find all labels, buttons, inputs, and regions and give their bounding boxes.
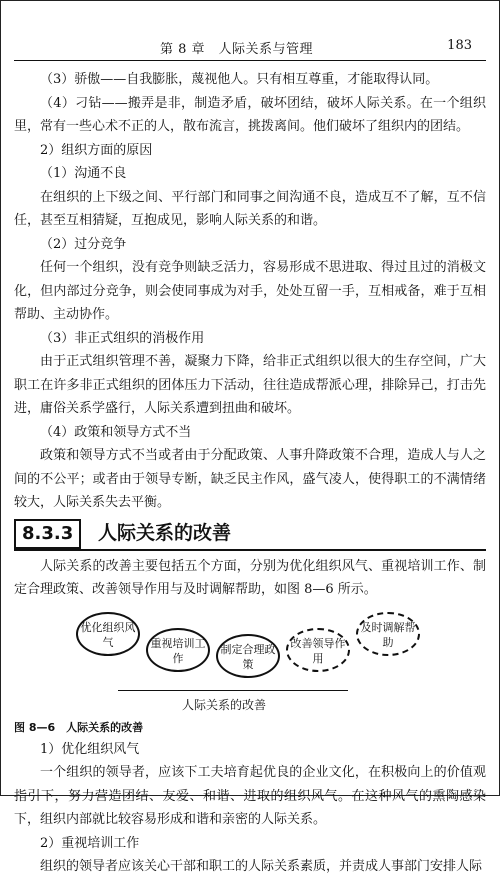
paragraph: 2）组织方面的原因 <box>40 142 153 158</box>
figure-node: 及时调解帮助 <box>356 612 420 656</box>
paragraph: 由于正式组织管理不善，凝聚力下降，给非正式组织以很大的生存空间，广大职工在许多非正式组织的团体压力下活动，往往造成帮派心理，排除异己，打击先进，庸俗关系学盛行，人际关系遭到扭曲和破坏。 <box>14 354 486 416</box>
paragraph: （4）政策和领导方式不当 <box>40 424 192 440</box>
paragraph: （3）骄傲——自我膨胀，蔑视他人。只有相互尊重，才能取得认同。 <box>40 72 439 87</box>
figure-node: 优化组织风气 <box>76 612 140 656</box>
paragraph: （4）刁钻——搬弄是非，制造矛盾，破坏团结，破坏人际关系。在一个组织里，常有一些心术不正的人，散布流言，挑拨离间。他们破坏了组织内的团结。 <box>14 95 486 134</box>
figure-base-line <box>118 690 348 691</box>
section-heading <box>14 517 486 551</box>
figure-base-label: 人际关系的改善 <box>182 697 267 712</box>
paragraph: 政策和领导方式不当或者由于分配政策、人事升降政策不合理，造成人与人之间的不公平；或者由于领导专断，缺乏民主作风，盛气凌人，使得职工的不满情绪较大，人际关系失去平衡。 <box>14 448 486 510</box>
paragraph: （2）过分竞争 <box>40 236 127 252</box>
chapter-title: 第 8 章 人际关系与管理 <box>160 42 314 57</box>
paragraph: 任何一个组织，没有竞争则缺乏活力，容易形成不思进取、得过且过的消极文化，但内部过分竞争，则会使同事成为对手，处处互留一手，互相戒备，难于互相帮助、主动协作。 <box>14 260 486 322</box>
figure-node: 改善领导作用 <box>286 628 350 672</box>
page-content <box>14 68 486 879</box>
page-number: 183 <box>447 38 472 53</box>
paragraph: 一个组织的领导者，应该下工夫培育起优良的企业文化，在积极向上的价值观指引下，努力营造团结、友爱、和谐、进取的组织风气。在这种风气的熏陶感染下，组织内部就比较容易形成和谐和亲密的人际关系。 <box>14 765 486 827</box>
header-rule <box>14 60 486 61</box>
paragraph: 1）优化组织风气 <box>40 741 140 757</box>
page-header <box>0 38 500 60</box>
section-intro: 人际关系的改善主要包括五个方面，分别为优化组织风气、重视培训工作、制定合理政策、改善领导作用与及时调解帮助，如图 8—6 所示。 <box>14 558 486 597</box>
paragraph: （1）沟通不良 <box>40 166 127 181</box>
figure-caption: 图 8—6 人际关系的改善 <box>14 720 144 734</box>
paragraph: 2）重视培训工作 <box>40 835 140 851</box>
paragraph: 组织的领导者应该关心干部和职工的人际关系素质，并责成人事部门安排人际 <box>40 859 483 874</box>
section-number: 8.3.3 <box>14 519 81 549</box>
figure-node: 制定合理政策 <box>216 634 280 678</box>
figure-8-6 <box>14 606 486 718</box>
figure-node: 重视培训工作 <box>146 628 210 672</box>
paragraph: （3）非正式组织的消极作用 <box>40 330 205 346</box>
paragraph: 在组织的上下级之间、平行部门和同事之间沟通不良，造成互不了解，互不信任，甚至互相猜疑，互抱成见，影响人际关系的和谐。 <box>14 189 486 228</box>
section-title: 人际关系的改善 <box>98 521 232 544</box>
